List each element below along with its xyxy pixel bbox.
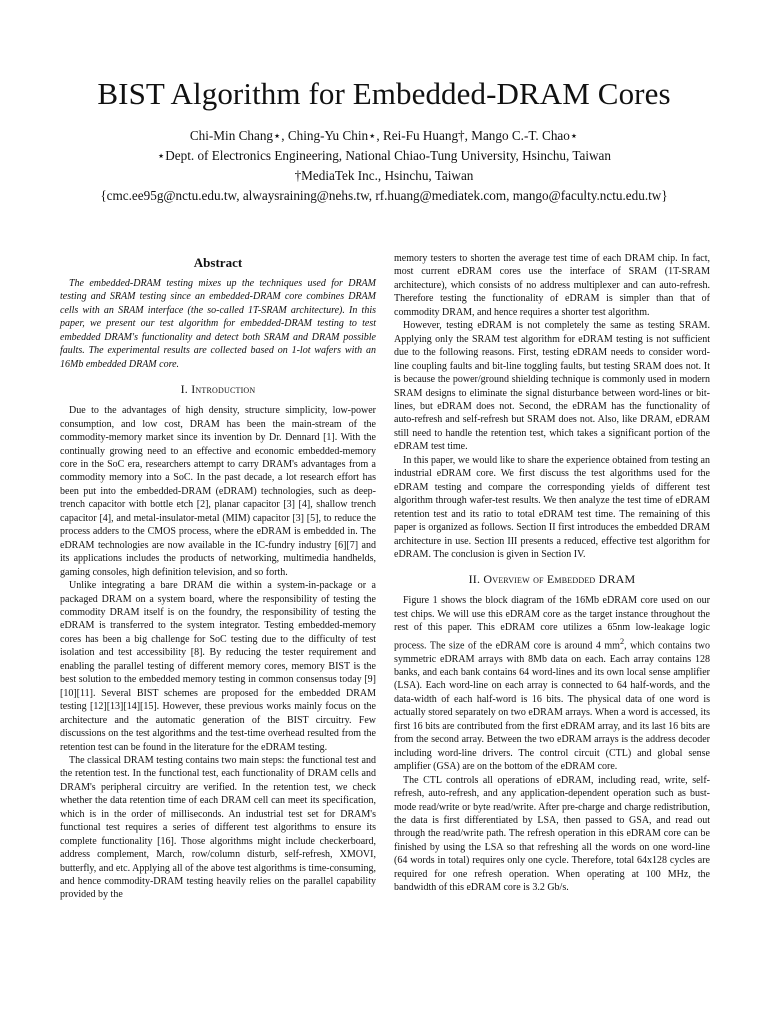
affiliation-nctu: ⋆Dept. of Electronics Engineering, National Chiao-Tung University, Hsinchu, Taiwan [156, 148, 612, 163]
overview-text-part-2: , which contains two symmetric eDRAM arrays with 8Mb data on each. Each array contains 128 banks, and each bank contains 64 word-lines and its own local sense amplifier (LSA). Each word-line on each array is connected to 64 half-words, and the data-width of each half-word is 16 bits. The physical data of one word is actually stored separately on two eDRAM arrays. When a word is accessed, its first 16 bits are contributed from the first eDRAM array, and its last 16 bits are from the second array. Between the two eDRAM arrays is the address decoder including word-line drivers. The control circuit (CTL) and global sense amplifier (GSA) are on the bottom of the eDRAM core. [394, 640, 710, 773]
overview-text-part-1: Figure 1 shows the block diagram of the 16Mb eDRAM core used on our test chips. We will use this eDRAM core as the target instance throughout the rest of this paper. This eDRAM core utilizes a 65nm low-leakage logic process. The size of the eDRAM core is around 4 mm [394, 595, 710, 652]
right-column [394, 252, 710, 902]
author-block [60, 126, 708, 206]
section-heading-introduction [60, 382, 376, 397]
two-column-body [60, 252, 710, 902]
intro-paragraph-5: However, testing eDRAM is not completely the same as testing SRAM. Applying only the SRAM test algorithm for eDRAM testing is not sufficient due to the following reasons. First, testing eDRAM needs to consider word-line coupling faults and bit-line toggling faults, but testing SRAM does not. It is because the power/ground shielding technique is commonly used in modern SRAM designs to eliminate the signal disturbance between word-lines or bit-lines, but eDRAM does not. Second, the eDRAM has the functionality of auto-refresh and self-refresh but SRAM does not. Also, like DRAM, eDRAM still need to handle the retention test, which takes a significant portion of the eDRAM test time. [394, 320, 710, 453]
abstract-heading: Abstract [193, 255, 243, 270]
affiliation-mediatek: †MediaTek Inc., Hsinchu, Taiwan [294, 168, 474, 183]
intro-paragraph-6: In this paper, we would like to share the experience obtained from testing an industrial eDRAM core. We first discuss the test algorithms used for the eDRAM testing and compare the corresponding yields of different test algorithm through wafer-test results. We then analyze the test time of eDRAM retention test and its ratio to total eDRAM test time. The remaining of this paper is organized as follows. Section II first introduces the embedded DRAM architecture in use. Section III presents a reduced, effective test algorithm for eDRAM. The conclusion is given in Section IV. [394, 454, 710, 560]
intro-paragraph-2: Unlike integrating a bare DRAM die within a system-in-package or a packaged DRAM on a system board, where the responsibility of testing the commodity DRAM itself is on the foundry, the responsibility of testing the eDRAM is transferred to the system integrator. Testing embedded-memory cores has been a big challenge for SoC testing due to the difficulty of test isolation and test accessibility [8]. By reducing the tester requirement and enabling the parallel testing of different memory cores, memory BIST is the best solution to the embedded memory testing in common consensus today [9][10][11]. Several BIST schemes are proposed for the embedded DRAM testing [12][13][14][15]. However, these previous works mainly focus on the architecture and the automatic generation of the BIST circuitry. Few discussions on the test algorithms and the test-time overhead resulted from the retention test can be found in the literature for the eDRAM testing. [60, 580, 376, 753]
overview-paragraph-1 [394, 594, 710, 773]
section-number: II. [468, 572, 481, 587]
author-emails: {cmc.ee95g@nctu.edu.tw, alwaysraining@nehs.tw, rf.huang@mediatek.com, mango@faculty.nctu.edu.tw} [100, 188, 668, 203]
intro-paragraph-3: The classical DRAM testing contains two main steps: the functional test and the retention test. In the functional test, each functionality of DRAM cells and DRAM's peripheral circuitry are verified. In the retention test, we check whether the data retention time of each DRAM cell can meet its specification, which is in the order of milliseconds. An industrial test set for DRAM's functional test requires a series of different test algorithms to ensure its complete functionality [16]. Those algorithms might include checkerboard, address complement, March, row/column disturb, self-refresh, XMOVI, butterfly, and etc. Applying all of the above test algorithms is time-consuming, and hence commodity-DRAM testing heavily relies on the parallel capability provided by the [60, 754, 376, 901]
overview-paragraph-2: The CTL controls all operations of eDRAM, including read, write, self-refresh, auto-refresh, and any application-dependent operation such as bust-mode read/write or byte read/write. After pre-charge and charge redistribution, the data is first differentiated by LSA, then passed to GSA, and read out through the read/write path. The refresh operation in this eDRAM core can be finished by using the LSA so that refreshing all the words on one word-line (64 words in total) requires only one cycle. Therefore, total 64x128 cycles are required for one refresh operation. When operating at 100 MHz, the bandwidth of this eDRAM core is 3.2 Gb/s. [394, 774, 710, 894]
abstract-text: The embedded-DRAM testing mixes up the techniques used for DRAM testing and SRAM testing since an embedded-DRAM core combines DRAM cells with an SRAM interface (the so-called 1T-SRAM architecture). In this paper, we present our test algorithm for embedded-DRAM testing to test embedded DRAM's functionality and detect both SRAM and DRAM possible faults. The experimental results are collected based on 1-lot wafers with an 16Mb embedded DRAM core. [60, 278, 376, 370]
area-unit-superscript: 2 [619, 636, 625, 646]
section-title: Overview of Embedded DRAM [483, 572, 636, 587]
paper-title: BIST Algorithm for Embedded-DRAM Cores [97, 76, 671, 111]
section-number: I. [180, 382, 189, 397]
left-column [60, 252, 376, 902]
intro-paragraph-1: Due to the advantages of high density, structure simplicity, low-power consumption, and low cost, DRAM has been the main-stream of the commodity-memory market since its invention by Dr. Dennard [1]. With the continually growing need to an effective and economic embedded-memory core in the SoC era, researchers attempt to carry DRAM's advantages from a commodity memory into a SoC. In the past decade, a lot research effort has been put into the embedded-DRAM (eDRAM) technologies, such as deep-trench capacitor with bottle etch [2], planar capacitor [3] [4], shallow trench capacitor [4], and metal-insulator-metal (MIM) capacitor [3] [5], to reduce the process adders to the CMOS process, where the eDRAM is embedded in. The eDRAM technologies are now available in the IC-fundry industry [6][7] and its applications includes the products of networking, multimedia handhelds, gaming consoles, high definition television, and so forth. [60, 405, 376, 578]
section-title: Introduction [191, 382, 256, 397]
intro-paragraph-4: memory testers to shorten the average test time of each DRAM chip. In fact, most current eDRAM cores use the interface of SRAM (1T-SRAM architecture), which consists of no address multiplexer and can auto-refresh. Therefore testing the functionality of eDRAM is simpler than that of commodity DRAM, and hence requires a shorter test algorithm. [394, 253, 710, 318]
author-names: Chi-Min Chang⋆, Ching-Yu Chin⋆, Rei-Fu Huang†, Mango C.-T. Chao⋆ [189, 128, 579, 143]
section-heading-overview [394, 572, 710, 587]
